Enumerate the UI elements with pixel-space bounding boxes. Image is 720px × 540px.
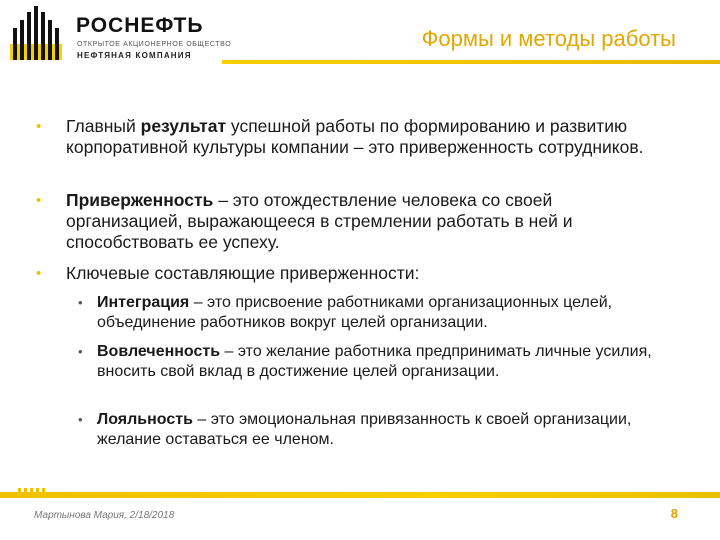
subbullet-engagement	[97, 342, 677, 381]
subbullet-keyword: Лояльность	[97, 411, 193, 428]
subbullet-text: – это желание работника предпринимать личные усилия, вносить свой вклад в достижение целей организации.	[97, 343, 652, 380]
bullet-commitment-definition	[66, 190, 646, 253]
bullet-text: Главный	[66, 116, 141, 136]
logo-subtitle: ОТКРЫТОЕ АКЦИОНЕРНОЕ ОБЩЕСТВО	[77, 41, 232, 48]
page-number: 8	[670, 506, 678, 521]
bullet-keyword: Приверженность	[66, 190, 214, 210]
subbullet-keyword: Интеграция	[97, 294, 190, 311]
bullet-main-result	[66, 116, 646, 158]
subbullet-text: – это эмоциональная привязанность к своей организации, желание оставаться ее членом.	[97, 411, 632, 448]
slide-header	[0, 0, 720, 66]
bullet-keyword: результат	[140, 116, 227, 136]
bullet-text: успешной работы по формированию и развитию корпоративной культуры компании – это приверженность сотрудников.	[66, 116, 644, 157]
subbullet-integration	[97, 293, 677, 332]
subbullet-keyword: Вовлеченность	[97, 343, 221, 360]
footer-bar	[0, 492, 720, 498]
footer-author-date: Мартынова Мария, 2/18/2018	[34, 510, 175, 521]
bullet-text: – это отождествление человека со своей организацией, выражающееся в стремлении работать в ней и способствовать ее успеху.	[66, 190, 573, 252]
slide-title: Формы и методы работы	[421, 26, 676, 51]
rosneft-logo-icon	[10, 6, 68, 60]
bullet-key-components	[66, 263, 646, 284]
subbullet-loyalty	[97, 410, 677, 449]
logo-company-type: НЕФТЯНАЯ КОМПАНИЯ	[77, 51, 192, 60]
bullet-text: Ключевые составляющие приверженности:	[66, 263, 420, 283]
title-underline	[222, 60, 720, 64]
subbullet-text: – это присвоение работниками организационных целей, объединение работников вокруг целей организации.	[97, 294, 613, 331]
logo-name: РОСНЕФТЬ	[76, 14, 204, 37]
